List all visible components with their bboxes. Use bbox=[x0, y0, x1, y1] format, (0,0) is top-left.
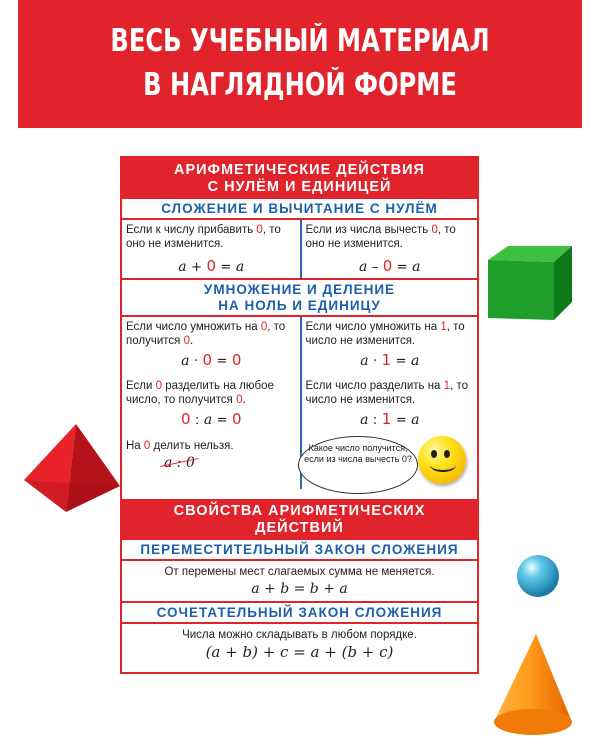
add-sub-row bbox=[122, 220, 477, 278]
mul-zero-formula: a · 0 = 0 bbox=[181, 351, 242, 369]
orange-cone-icon bbox=[488, 630, 578, 742]
section-arith-title bbox=[122, 158, 477, 199]
zero-rules-cell bbox=[122, 317, 300, 489]
section-arith-title-line-2: С НУЛЁМ И ЕДИНИЦЕЙ bbox=[207, 179, 392, 195]
subtitle-mul-div-line-2: НА НОЛЬ И ЕДИНИЦУ bbox=[218, 298, 381, 313]
div-zero-formula: 0 : a = 0 bbox=[180, 410, 242, 428]
add-zero-cell bbox=[122, 220, 300, 278]
associative-law-text: Числа можно складывать в любом порядке. bbox=[182, 629, 417, 641]
add-zero-rule: Если к числу прибавить 0, то оно не изменится. bbox=[126, 224, 281, 250]
commutative-law-title: ПЕРЕМЕСТИТЕЛЬНЫЙ ЗАКОН СЛОЖЕНИЯ bbox=[122, 540, 477, 561]
sub-zero-cell bbox=[300, 220, 478, 278]
smiley-left-eye bbox=[431, 450, 437, 458]
subtitle-add-sub: СЛОЖЕНИЕ И ВЫЧИТАНИЕ С НУЛЁМ bbox=[122, 199, 477, 220]
sub-zero-formula: a – 0 = a bbox=[359, 257, 421, 275]
mul-one-rule: Если число умножить на 1, то число не изменится. bbox=[305, 321, 465, 347]
div-zero-rule: Если 0 разделить на любое число, то получится 0. bbox=[126, 380, 274, 406]
sub-zero-rule: Если из числа вычесть 0, то оно не изменится. bbox=[305, 224, 456, 250]
section-properties-title-line-2: ДЕЙСТВИЙ bbox=[255, 520, 344, 536]
no-div-zero-rule: На 0 делить нельзя. bbox=[126, 440, 234, 452]
banner bbox=[18, 0, 582, 128]
associative-law-title: СОЧЕТАТЕЛЬНЫЙ ЗАКОН СЛОЖЕНИЯ bbox=[122, 601, 477, 624]
section-properties-title-line-1: СВОЙСТВА АРИФМЕТИЧЕСКИХ bbox=[173, 503, 426, 519]
lesson-card bbox=[120, 156, 479, 674]
subtitle-mul-div-line-1: УМНОЖЕНИЕ И ДЕЛЕНИЕ bbox=[203, 282, 396, 297]
subtitle-mul-div bbox=[122, 278, 477, 317]
mul-zero-rule: Если число умножить на 0, то получится 0. bbox=[126, 321, 286, 347]
commutative-law-formula: a + b = b + a bbox=[251, 581, 348, 597]
smiley-icon bbox=[418, 436, 466, 484]
banner-line-1: ВЕСЬ УЧЕБНЫЙ МАТЕРИАЛ bbox=[110, 23, 490, 59]
no-div-zero-formula bbox=[126, 453, 297, 473]
blue-sphere-icon bbox=[514, 552, 562, 600]
div-one-rule: Если число разделить на 1, то число не изменится. bbox=[305, 380, 468, 406]
crossed-out-formula: a : 0 bbox=[164, 455, 195, 471]
commutative-law-text: От перемены мест слагаемых сумма не меняется. bbox=[164, 566, 435, 578]
add-zero-formula: a + 0 = a bbox=[178, 257, 245, 275]
smiley-right-eye bbox=[444, 450, 450, 458]
mul-one-formula: a · 1 = a bbox=[360, 351, 420, 369]
speech-bubble: Какое число получится, если из числа вычесть 0? bbox=[298, 436, 418, 494]
associative-law-formula: (a + b) + c = a + (b + c) bbox=[205, 643, 394, 661]
div-one-formula: a : 1 = a bbox=[360, 410, 420, 428]
section-arith-title-line-1: АРИФМЕТИЧЕСКИЕ ДЕЙСТВИЯ bbox=[174, 162, 425, 178]
smiley-mouth bbox=[430, 458, 456, 472]
green-cube-icon bbox=[484, 240, 576, 324]
red-pyramid-icon bbox=[20, 420, 124, 520]
banner-line-2: В НАГЛЯДНОЙ ФОРМЕ bbox=[143, 67, 457, 103]
section-properties-title bbox=[122, 499, 477, 540]
